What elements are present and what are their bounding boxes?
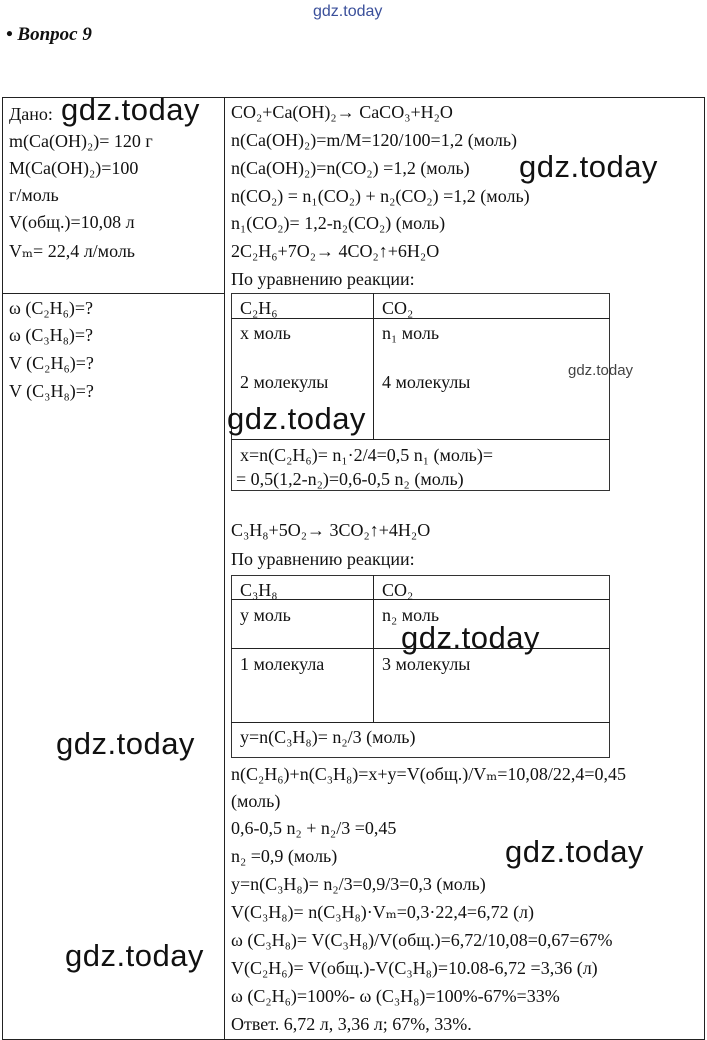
solution-line-3: n(Ca(OH)₂)=n(CO₂) =1,2 (моль): [231, 158, 470, 178]
table2-header-co2: CO₂: [382, 580, 414, 600]
solution-equation: 0,6-0,5 n₂ + n₂/3 =0,45: [231, 818, 397, 838]
table1-header-co2: CO₂: [382, 298, 414, 318]
solution-volume-propane: V(C₃H₈)= n(C₃H₈)·Vₘ=0,3·22,4=6,72 (л): [231, 902, 535, 922]
table1-cell-x-mol: x моль: [240, 323, 291, 343]
table1-footer-divider: [231, 439, 610, 440]
given-molar-volume: Vₘ= 22,4 л/моль: [9, 241, 136, 261]
table2-footer-divider: [231, 722, 610, 723]
given-find-divider: [2, 293, 224, 294]
solution-volume-ethane: V(C₂H₆)= V(общ.)-V(C₃H₈)=10.08-6,72 =3,36 (л): [231, 958, 598, 978]
solution-n2: n₂ =0,9 (моль): [231, 846, 338, 866]
table2-cell-3-molecules: 3 молекулы: [382, 654, 471, 674]
find-volume-ethane: V (C₂H₆)=?: [9, 353, 94, 373]
watermark-6: gdz.today: [505, 834, 644, 869]
table1-header-divider: [231, 318, 610, 319]
solution-sum-line: n(C₂H₆)+n(C₃H₈)=x+y=V(общ.)/Vₘ=10,08/22,4=0,45: [231, 764, 627, 784]
given-molar-mass-unit: г/моль: [9, 185, 59, 205]
find-volume-propane: V (C₃H₈)=?: [9, 381, 94, 401]
question-title: • Вопрос 9: [6, 24, 92, 45]
given-volume: V(общ.)=10,08 л: [9, 212, 135, 232]
table1-col-divider: [373, 293, 374, 439]
table1-cell-4-molecules: 4 молекулы: [382, 372, 471, 392]
watermark-3: gdz.today: [227, 401, 366, 436]
table2-header-divider: [231, 599, 610, 600]
watermark-5: gdz.today: [56, 726, 195, 761]
reaction-2: 2C₂H₆+7O₂→ 4CO₂↑+6H₂O: [231, 241, 440, 261]
table2-cell-y-mol: y моль: [240, 605, 291, 625]
by-equation-2: По уравнению реакции:: [231, 549, 415, 569]
find-omega-ethane: ω (C₂H₆)=?: [9, 298, 94, 318]
table2-cell-n2-mol: n₂ моль: [382, 605, 440, 625]
table1-footer-line-1: x=n(C₂H₆)= n₁·2/4=0,5 n₁ (моль)=: [240, 445, 494, 465]
column-divider: [224, 97, 225, 1039]
solution-line-5: n₁(CO₂)= 1,2-n₂(CO₂) (моль): [231, 213, 446, 233]
solution-y: y=n(C₃H₈)= n₂/3=0,9/3=0,3 (моль): [231, 874, 486, 894]
given-mass: m(Ca(OH)₂)= 120 г: [9, 131, 153, 151]
watermark-1: gdz.today: [519, 149, 658, 184]
watermark-top: gdz.today: [313, 3, 383, 20]
watermark-2: gdz.today: [568, 362, 634, 379]
table2-header-propane: C₃H₈: [240, 580, 278, 600]
solution-omega-ethane: ω (C₂H₆)=100%- ω (C₃H₈)=100%-67%=33%: [231, 986, 560, 1006]
given-label: Дано:: [9, 104, 53, 124]
solution-line-2: n(Ca(OH)₂)=m/M=120/100=1,2 (моль): [231, 130, 518, 150]
answer-line: Ответ. 6,72 л, 3,36 л; 67%, 33%.: [231, 1014, 472, 1034]
solution-omega-propane: ω (C₃H₈)= V(C₃H₈)/V(общ.)=6,72/10,08=0,67=67%: [231, 930, 613, 950]
reaction-1: CO₂+Ca(OH)₂→ CaCO₃+H₂O: [231, 102, 453, 122]
by-equation-1: По уравнению реакции:: [231, 269, 415, 289]
watermark-given: gdz.today: [61, 92, 200, 127]
reaction-3: C₃H₈+5O₂→ 3CO₂↑+4H₂O: [231, 520, 431, 540]
given-molar-mass: M(Ca(OH)₂)=100: [9, 158, 139, 178]
table2-footer-line: y=n(C₃H₈)= n₂/3 (моль): [240, 727, 416, 747]
find-omega-propane: ω (C₃H₈)=?: [9, 325, 94, 345]
table1-header-ethane: C₂H₆: [240, 298, 278, 318]
table1-cell-2-molecules: 2 молекулы: [240, 372, 329, 392]
solution-line-4: n(CO₂) = n₁(CO₂) + n₂(CO₂) =1,2 (моль): [231, 186, 530, 206]
solution-sum-unit: (моль): [231, 791, 281, 811]
watermark-4: gdz.today: [401, 620, 540, 655]
watermark-7: gdz.today: [65, 938, 204, 973]
table2-cell-1-molecule: 1 молекула: [240, 654, 325, 674]
table1-footer-line-2: = 0,5(1,2-n₂)=0,6-0,5 n₂ (моль): [236, 469, 464, 489]
table1-cell-n1-mol: n₁ моль: [382, 323, 440, 343]
